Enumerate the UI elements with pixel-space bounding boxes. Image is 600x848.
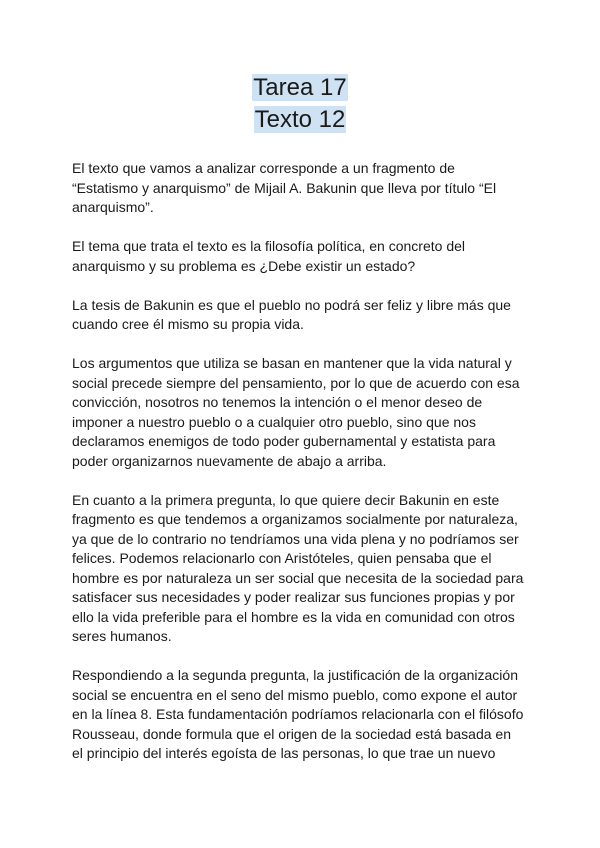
paragraph	[72, 354, 542, 471]
paragraph	[72, 237, 542, 276]
text-line: Rousseau, donde formula que el origen de la sociedad está basada en	[72, 725, 511, 742]
text-line: satisfacer sus necesidades y poder realizar sus funciones propias y por	[72, 589, 515, 605]
paragraph	[72, 491, 542, 647]
text-line: el principio del interés egoísta de las personas, lo que trae un nuevo	[72, 745, 496, 761]
paragraph	[72, 666, 542, 764]
text-line: declaramos enemigos de todo poder gubernamental y estatista para	[72, 433, 496, 449]
text-line: poder organizarnos nuevamente de abajo a arriba.	[72, 452, 387, 469]
text-line: convicción, nosotros no tenemos la intención o el menor deseo de	[72, 394, 483, 410]
text-line: en la línea 8. Esta fundamentación podríamos relacionarla con el filósofo	[72, 706, 524, 722]
text-line: ya que de lo contrario no tendríamos una vida plena y no podríamos ser	[72, 530, 519, 547]
text-line: Los argumentos que utiliza se basan en mantener que la vida natural y	[72, 355, 512, 371]
paragraph	[72, 296, 542, 335]
document-title	[0, 74, 600, 102]
text-line: seres humanos.	[72, 628, 172, 644]
text-line: cuando cree él mismo su propia vida.	[72, 316, 304, 332]
text-line: La tesis de Bakunin es que el pueblo no podrá ser feliz y libre más que	[72, 296, 511, 313]
text-line: anarquismo y su problema es ¿Debe existir un estado?	[72, 257, 416, 274]
text-line: anarquismo”.	[72, 199, 154, 215]
text-line: fragmento es que tendemos a organizamos socialmente por naturaleza,	[72, 511, 518, 527]
title-line-2: Texto 12	[254, 106, 346, 133]
document-body	[72, 159, 542, 783]
text-line: social precede siempre del pensamiento, por lo que de acuerdo con esa	[72, 374, 520, 391]
text-line: hombre es por naturaleza un ser social que necesita de la sociedad para	[72, 569, 524, 586]
text-line: Respondiendo a la segunda pregunta, la justificación de la organización	[72, 667, 518, 683]
document-subtitle	[0, 106, 600, 134]
text-line: El texto que vamos a analizar corresponde a un fragmento de	[72, 160, 455, 176]
text-line: imponer a nuestro pueblo o a cualquier otro pueblo, sino que nos	[72, 413, 476, 430]
text-line: El tema que trata el texto es la filosofía política, en concreto del	[72, 238, 465, 254]
title-line-1: Tarea 17	[253, 74, 347, 101]
text-line: felices. Podemos relacionarlo con Aristóteles, quien pensaba que el	[72, 550, 492, 566]
text-line: social se encuentra en el seno del mismo pueblo, como expone el autor	[72, 686, 518, 703]
text-line: “Estatismo y anarquismo” de Mijail A. Bakunin que lleva por título “El	[72, 179, 497, 196]
text-line: ello la vida preferible para el hombre es la vida en comunidad con otros	[72, 608, 515, 625]
paragraph	[72, 159, 542, 218]
text-line: En cuanto a la primera pregunta, lo que quiere decir Bakunin en este	[72, 491, 500, 508]
